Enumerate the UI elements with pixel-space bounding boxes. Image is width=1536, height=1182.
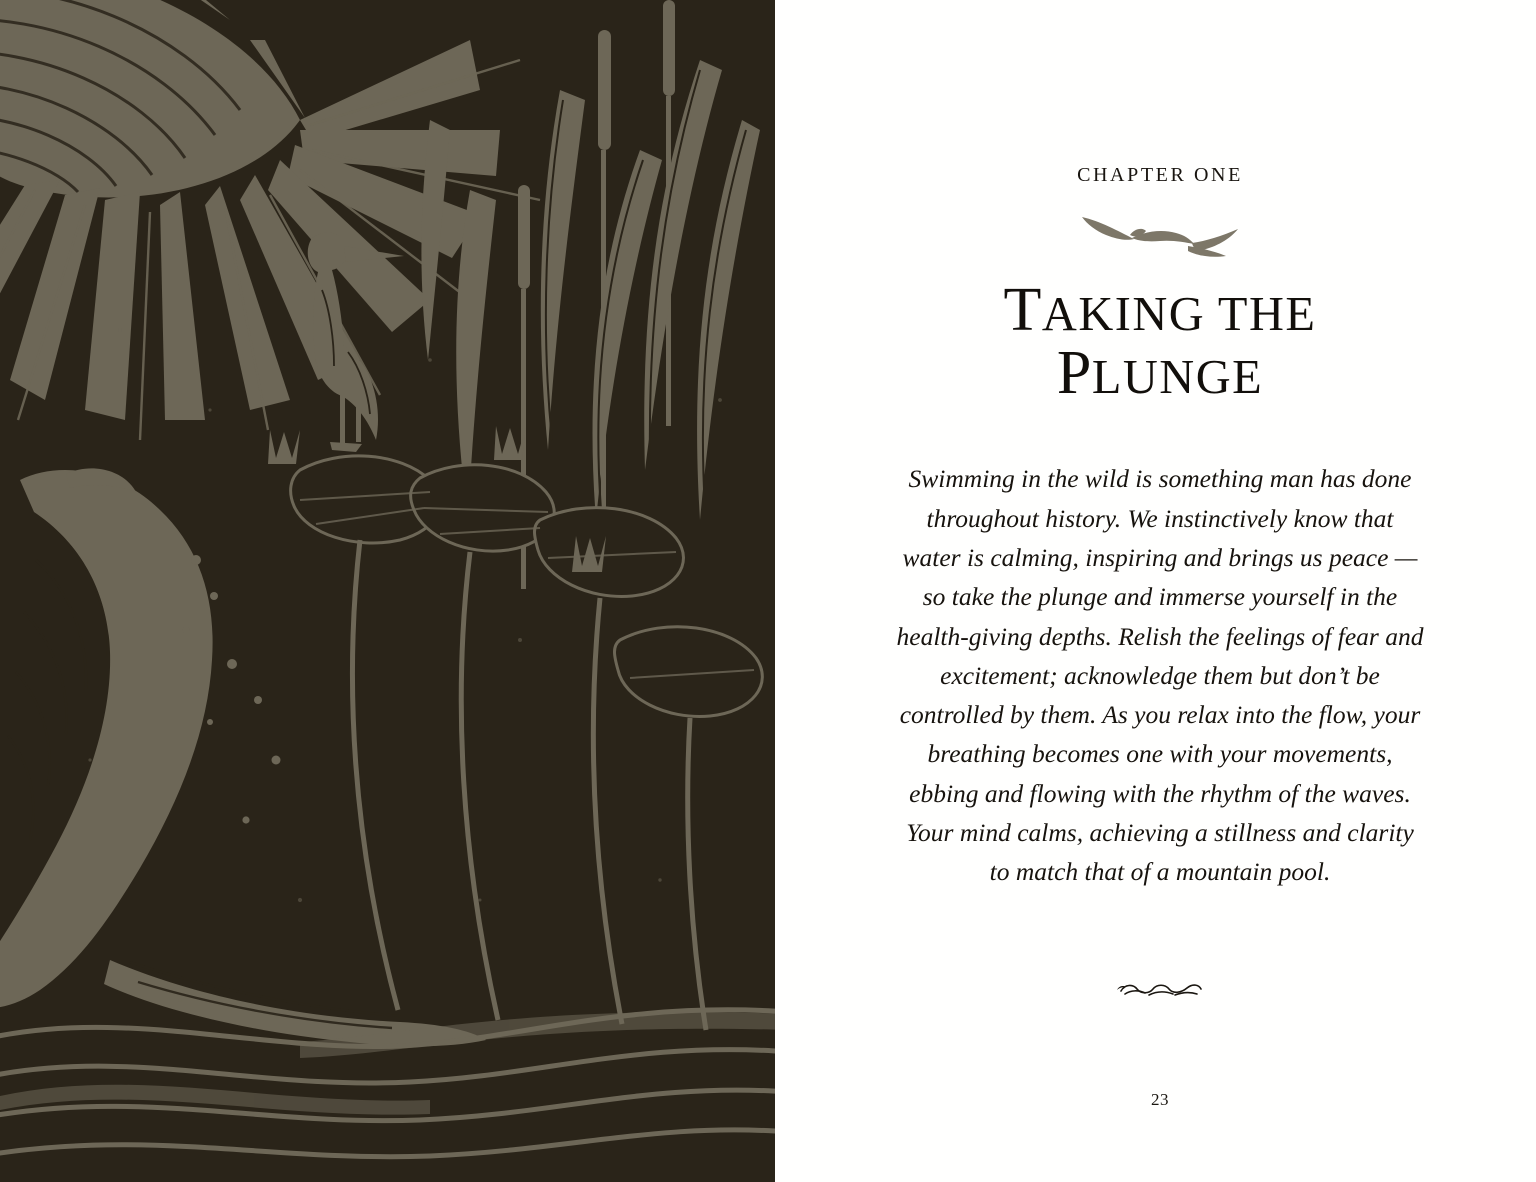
title-initial-p: P: [1056, 339, 1092, 408]
chapter-title-line-1: [880, 276, 1440, 344]
chapter-label: CHAPTER ONE: [1077, 164, 1243, 186]
diver-icon-wrapper: [880, 207, 1440, 265]
title-rest-2: LUNGE: [1091, 351, 1264, 405]
chapter-opener-page: [775, 0, 1536, 1182]
chapter-title-line-2: [880, 339, 1440, 408]
diver-icon: [1080, 209, 1240, 263]
page-title: [880, 276, 1440, 408]
title-rest-1: AKING THE: [1041, 288, 1317, 341]
wave-flourish-icon: [1115, 976, 1205, 1002]
intro-paragraph: Swimming in the wild is something man has done throughout history. We instinctively know that water is calming, inspiring and brings us peace — so take the plunge and immerse yourself in the health-giving depths. Relish the feelings of fear and excitement; acknowledge them but don’t be controlled by them. As you relax into the flow, your breathing becomes one with your movements, ebbing and flowing with the rhythm of the waves. Your mind calms, achieving a stillness and clarity to match that of a mountain pool.: [896, 464, 1424, 887]
flourish-wrapper: [880, 969, 1440, 1009]
title-initial-t: T: [1003, 276, 1042, 344]
page-number: 23: [1151, 1090, 1169, 1109]
